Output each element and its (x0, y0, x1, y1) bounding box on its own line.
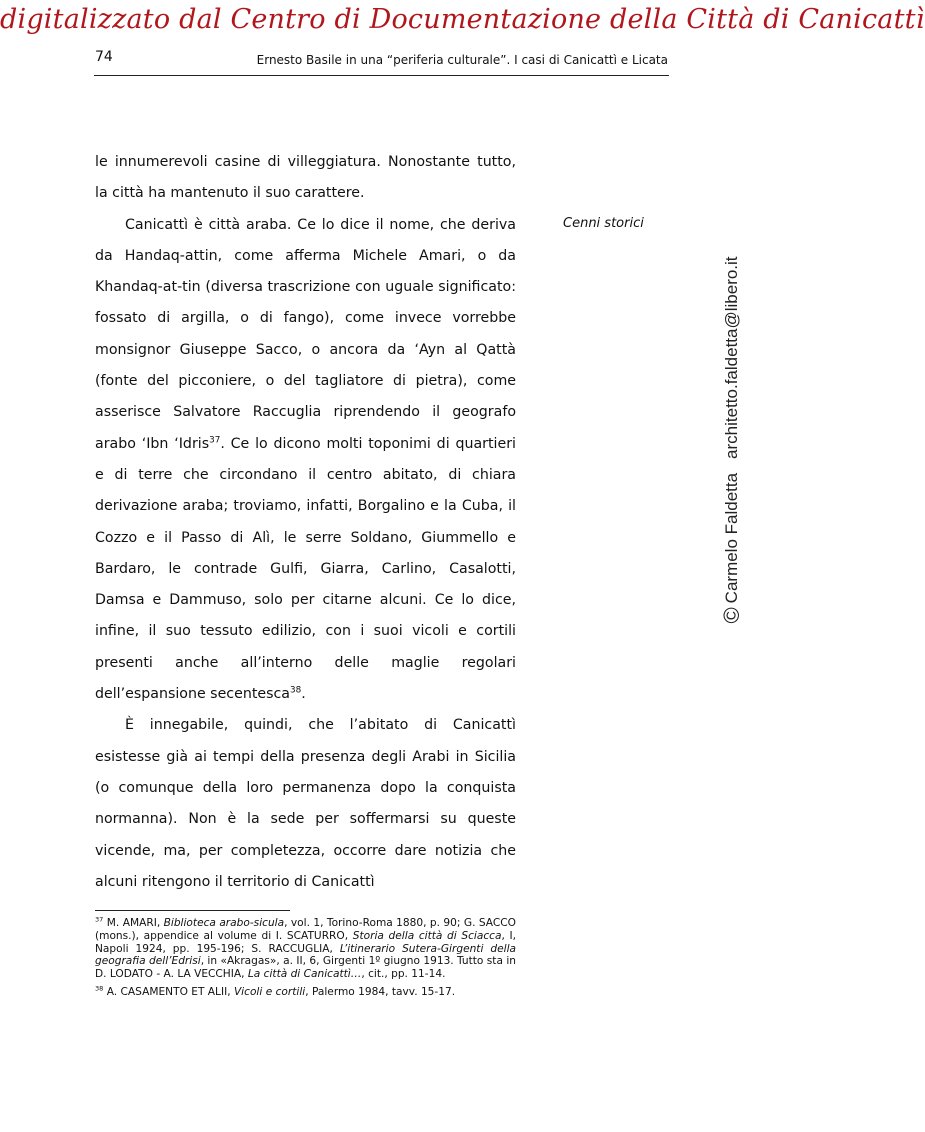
footnote-title: Vicoli e cortili (233, 985, 306, 998)
page-number: 74 (95, 49, 113, 65)
footnote-text: , in «Akragas», a. II, 6, Girgenti 1º giugno 1913. Tutto sta in D. LODATO - A. LA VECCHIA, (95, 955, 516, 981)
running-head: Ernesto Basile in una “periferia culturale”. I casi di Canicattì e Licata (256, 53, 668, 67)
footnote-ref-38: 38 (290, 685, 302, 696)
footnote-title: L’itinerario Sutera-Girgenti della geografia dell’Edrisi (95, 942, 517, 968)
watermark-email: architetto.faldetta@libero.it (722, 256, 741, 459)
paragraph-1: le innumerevoli casine di villeggiatura. Nonostante tutto, la città ha mantenuto il suo carattere. (95, 154, 516, 202)
paragraph-2-text-b: . Ce lo dicono molti toponimi di quartieri e di terre che circondano il centro abitato, di chiara derivazione araba; troviamo, infatti, Borgalino e la Cuba, il Cozzo e il Passo di Alì, le serre Soldano, Giummello e Bardaro, le contrade Gulfi, Giarra, Carlino, Casalotti, Damsa e Dammuso, solo per citarne alcuni. Ce lo dice, infine, il suo tessuto edilizio, con i suoi vicoli e cortili presenti anche all’interno delle maglie regolari dell’espansione secentesca (95, 435, 516, 703)
footnote-ref-37: 37 (209, 434, 221, 445)
footnote-number: 37 (95, 915, 104, 924)
footnote-title: La città di Canicattì… (247, 968, 362, 981)
watermark-author: Carmelo Faldetta (722, 472, 741, 604)
header-rule (94, 75, 669, 76)
footnote-38 (95, 986, 516, 999)
footnote-text: , cit., pp. 11-14. (361, 968, 446, 981)
footnote-text: A. CASAMENTO ET ALII, (103, 985, 234, 998)
footnote-title: Biblioteca arabo-sicula (163, 917, 285, 929)
paragraph-2-text-c: . (301, 686, 306, 703)
footnote-text: , Palermo 1984, tavv. 15-17. (305, 985, 456, 998)
footnote-text: , I, Napoli 1924, pp. 195-196; S. RACCUGLIA, (95, 929, 516, 955)
footnote-rule (95, 910, 290, 911)
footnote-text: M. AMARI, (103, 917, 164, 929)
paragraph-3: È innegabile, quindi, che l’abitato di Canicattì esistesse già ai tempi della presenza degli Arabi in Sicilia (o comunque della loro permanenza dopo la conquista normanna). Non è la sede per soffermarsi su queste vicende, ma, per completezza, occorre dare notizia che alcuni ritengono il territorio di Canicattì (95, 717, 516, 890)
copyright-icon: © (719, 607, 744, 624)
margin-note: Cenni storici (563, 216, 644, 231)
digitization-watermark: digitalizzato dal Centro di Documentazione della Città di Canicattì (0, 4, 925, 35)
footnote-37 (95, 917, 516, 981)
body-text (95, 147, 516, 898)
footnote-number: 38 (95, 984, 104, 993)
footnotes (95, 917, 516, 999)
paragraph-2-text-a: Canicattì è città araba. Ce lo dice il nome, che deriva da Handaq-attin, come afferma Michele Amari, o da Khandaq-at-tin (diversa trascrizione con uguale significato: fossato di argilla, o di fango), come invece vorrebbe monsignor Giuseppe Sacco, o ancora da ‘Ayn al Qattà (fonte del picconiere, o del tagliatore di pietra), come asserisce Salvatore Raccuglia riprendendo il geografo arabo ‘Ibn ‘Idris (95, 216, 516, 452)
paragraph-2 (95, 210, 516, 711)
footnote-title: Storia della città di Sciacca (352, 929, 502, 942)
copyright-watermark (717, 240, 747, 640)
footnote-text: , vol. 1, Torino-Roma 1880, p. 90; G. SACCO (mons.), appendice al volume di I. SCATURRO, (95, 917, 516, 942)
